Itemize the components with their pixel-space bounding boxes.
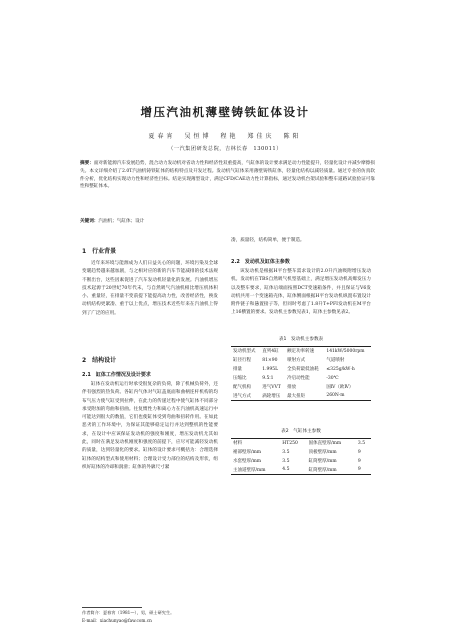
table-cell: 进气VVT — [262, 385, 281, 390]
table-cell: 3.5 — [356, 439, 371, 448]
table-cell: 固体直壁厚/mm — [307, 439, 356, 448]
footnote-rule — [82, 607, 142, 608]
table-1-caption: 表1 发动机主参数表 — [278, 337, 324, 342]
table-cell: 主油道壁厚/mm — [231, 466, 280, 475]
table-cell: 缸筒壁厚/mm — [307, 466, 356, 475]
table-cell: 压缩比 — [233, 376, 247, 381]
table-cell: 260N·m — [324, 392, 371, 401]
section-2-2-paragraph: 该发动机是根据H平台整车需求设计的2.0升汽油吸附增压发动机。发动机在TBS自然吸气机型基础上，满足增压发动机高爆发压力以及整车要求，缸体后端面按照DCT变速箱条件，并且保证与V6发动机共用一个变速箱壳体，缸体侧面根据H平台发动机纵置布置设计附件链子和悬置接子等，但同时考虑了1.8升T+PFI发动机在M平台上16横置的要求。发动机主参数见表1，缸体主参数见表2。 — [231, 269, 371, 316]
table-cell: 排放 — [287, 385, 297, 390]
table-cell: 9 — [356, 466, 371, 475]
table-cell: 额定功率转速 — [285, 347, 324, 356]
subsection-heading-2-1: 2.1 缸体工作情况及设计要求 — [82, 372, 151, 378]
table-row — [231, 374, 371, 383]
table-cell: 顶板壁厚/mm — [308, 450, 337, 455]
table-cell: 进气方式 — [231, 392, 260, 401]
table-row — [231, 365, 371, 374]
abstract-label: 摘要： — [80, 161, 94, 166]
table-row — [231, 457, 371, 466]
author-list: 夏春宵 吴恒博 程艳 郑佳庆 陈阳 — [148, 133, 302, 140]
section-2-1-paragraph: 缸体在发动机运行时承受很复杂的负荷，除了机械负荷外，还伴有强烈的热负荷。各缸内气体对气缸盖底面和曲柄连杆机构的均布气压力使气缸受到拉伸，在此力的传递过程中使气缸体不同部分承受附加的弯曲和扭曲。往复惯性力和离心力在汽油机高速运行中可能达到很大的数值，它们也使缸体受到弯曲和扭转作用。在如此恶劣的工作环境中，为保证其能够稳定运行并达到整机的性能要求，在设计中应该保证发动机的强度和刚度，增压发动机尤其如此，同时在满足发动机刚度和强度的前提下，应尽可能减轻发动机的质量，达到轻量化的要求。缸体的设计要求可概括为：合理选择缸体的结构型式和使用材料；合理设计受力部位的结构及形状，组织好缸体的冷却和润滑；缸体的外廓尺寸紧 — [82, 382, 218, 470]
table-cell: 裙部壁厚/mm — [233, 450, 262, 455]
table-cell: -30℃ — [326, 375, 339, 381]
table-cell: 最大扭矩 — [285, 392, 324, 401]
table-cell: 4.5 — [280, 466, 306, 475]
table-cell: 气道喷射 — [326, 358, 345, 363]
table-cell: 全负荷最低油耗 — [287, 367, 319, 372]
cylinder-block-parameter-table — [231, 438, 371, 475]
table-cell: 1.995L — [262, 366, 279, 372]
abstract-text: 面对新能源汽车发展趋势，混合动力发动机对省动力性和经济性双重提高，气缸体的设计要求满足动力性能提升，轻量化设计并减少摩擦损失。本文详细介绍了2.0T汽油机铸铁缸体的结构特点及开发过程。发动机气缸体采用薄壁铸铁缸体，轻量化结构以减轻质量。通过专业的仿真软件分析，优化结构实现动力性和经济性目标。结论实现薄型设计，满足CFD/CAE动力性计算指标，通过发动机台架试验和整车道路试验验证可靠性和整缸体本。 — [80, 161, 375, 190]
table-cell: 排量 — [233, 367, 242, 372]
abstract — [80, 160, 375, 191]
table-cell: 国Ⅳ（欧Ⅳ） — [326, 385, 354, 390]
section-2-1-continuation: 凑，质量轻，结构简单，便于制造。 — [231, 238, 305, 243]
table-cell: 材料 — [231, 439, 280, 448]
table-cell: 141kW/5000rpm — [324, 347, 371, 356]
table-cell: HT250 — [280, 439, 306, 448]
table-2-caption: 表2 气缸体主参数 — [281, 429, 321, 434]
table-cell: 发动机型式 — [231, 347, 260, 356]
table-cell: 81×90 — [262, 357, 278, 363]
table-cell: 缸径行程 — [233, 358, 251, 363]
table-cell: 3.5 — [282, 458, 290, 464]
section-heading-2: 2 结构设计 — [82, 357, 117, 364]
table-row — [231, 448, 371, 457]
table-cell: 缸筒壁厚/mm — [308, 459, 337, 464]
paper-title: 增压汽油机薄壁铸铁缸体设计 — [140, 105, 310, 119]
table-row — [231, 392, 371, 401]
table-cell: 涡轮增压 — [260, 392, 285, 401]
table-cell: 9 — [357, 449, 361, 455]
table-cell: 水套壁厚/mm — [233, 459, 262, 464]
table-cell: ≤325g/kW·h — [326, 366, 355, 372]
keywords-text: 汽油机；气缸体；设计 — [98, 219, 145, 224]
table-row — [231, 356, 371, 365]
table-row — [231, 466, 371, 475]
affiliation: （一汽集团研发总院，吉林长春 130011） — [168, 146, 282, 152]
engine-parameter-table — [231, 346, 371, 401]
table-cell: 喷射方式 — [287, 358, 306, 363]
author-footnote: 作者简介：夏春宵（1981—），男，硕士研究生。 — [82, 610, 175, 615]
table-row — [231, 347, 371, 356]
table-row — [231, 383, 371, 392]
section-heading-1: 1 行业背景 — [82, 248, 117, 255]
table-cell: 9.5∶1 — [262, 375, 274, 381]
author-email: E-mail：xiachunyao@faw.com.cn — [82, 618, 152, 623]
section-1-paragraph: 近年来环境与能源成为人们日益关心的问题，环境污染及全球变暖趋势越来越加剧，与之相对应的新的汽车节能减排的技术法规不断出台，这些因素促进了汽车发动机轻量化的发展。汽油机增压技术起源于20世纪70年代末，与自然吸气汽油机相比增压机体积小、重量轻，在排量不变前提下能提高动力性，改善经济性，换发动机结构更紧凑、重于以上优点，增压技术近些年来在汽油机上得到了广泛的应用。 — [82, 261, 218, 316]
table-cell: 3.5 — [282, 449, 290, 455]
keywords — [80, 218, 375, 226]
subsection-heading-2-2: 2.2 发动机及缸体主参数 — [231, 259, 290, 265]
table-cell: 配气机构 — [233, 385, 251, 390]
table-cell: 冷启动性能 — [287, 376, 310, 381]
table-cell: 9 — [357, 458, 361, 464]
table-cell: 直列4缸 — [260, 347, 285, 356]
keywords-label: 关键词： — [80, 219, 99, 224]
table-row — [231, 439, 371, 448]
